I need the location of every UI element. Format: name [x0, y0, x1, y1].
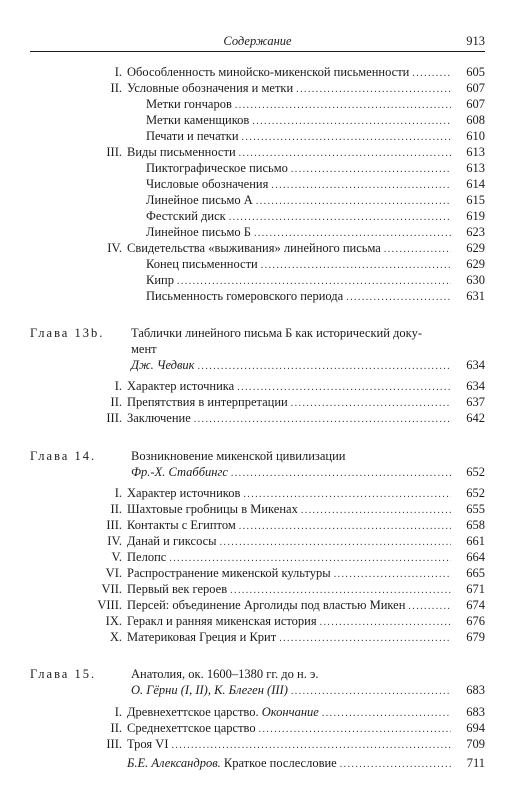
- entry-number: II.: [110, 81, 122, 95]
- chapter-heading: [0, 666, 515, 682]
- entry-text: Метки каменщиков: [146, 113, 250, 127]
- chapter-author: Фр.-Х. Стаббингс: [131, 465, 228, 479]
- chapter-heading: [0, 325, 515, 341]
- leader-dots: [172, 738, 452, 754]
- leader-dots: [346, 290, 451, 306]
- entry-number: III.: [106, 145, 122, 159]
- chapter-author-line: [0, 464, 515, 480]
- entry-number: III.: [106, 518, 122, 532]
- entry-page: 605: [466, 65, 485, 79]
- entry-page: 683: [466, 705, 485, 719]
- entry-number: VI.: [105, 566, 122, 580]
- entry-text: Распространение микенской культуры: [127, 566, 331, 580]
- toc-entry: [0, 394, 515, 410]
- entry-text: Письменность гомеровского периода: [146, 289, 344, 303]
- entry-page: 634: [466, 358, 485, 372]
- entry-number: VII.: [101, 582, 122, 596]
- entry-page: 683: [466, 683, 485, 697]
- entry-page: 658: [466, 518, 485, 532]
- entry-number: IV.: [107, 241, 122, 255]
- toc-entry: [0, 720, 515, 736]
- entry-text: [127, 704, 319, 720]
- entry-text: Метки гончаров: [146, 97, 232, 111]
- toc-entry: [0, 755, 515, 771]
- leader-dots: [198, 359, 451, 375]
- entry-page: 671: [466, 582, 485, 596]
- entry-text: Условные обозначения и метки: [127, 81, 294, 95]
- toc-subentry: [0, 192, 515, 208]
- entry-page: 619: [466, 209, 485, 223]
- entry-text: Шахтовые гробницы в Микенах: [127, 502, 298, 516]
- entry-number: VIII.: [97, 598, 122, 612]
- entry-page: 614: [466, 177, 485, 191]
- entry-text-main: Древнехеттское царство.: [127, 705, 259, 719]
- entry-text: Геракл и ранняя микенская история: [127, 614, 317, 628]
- entry-text: Персей: объединение Арголиды под властью Микен: [127, 598, 406, 612]
- chapter-label: Глава 14.: [30, 449, 97, 463]
- entry-text: Фестский диск: [146, 209, 226, 223]
- leader-dots: [231, 466, 451, 482]
- entry-text: Среднехеттское царство: [127, 721, 256, 735]
- toc-entry: [0, 533, 515, 549]
- leader-dots: [194, 412, 451, 428]
- entry-page: 642: [466, 411, 485, 425]
- entry-text: Виды письменности: [127, 145, 236, 159]
- toc-entry: [0, 64, 515, 80]
- toc-subentry: [0, 96, 515, 112]
- chapter-heading: [0, 448, 515, 464]
- toc-entry: [0, 240, 515, 256]
- entry-number: IX.: [105, 614, 122, 628]
- entry-author-italic: Б.Е. Александров.: [127, 756, 221, 770]
- entry-page: 637: [466, 395, 485, 409]
- entry-text: Троя VI: [127, 737, 169, 751]
- entry-page: 664: [466, 550, 485, 564]
- entry-text: Данай и гиксосы: [127, 534, 217, 548]
- entry-text: Конец письменности: [146, 257, 258, 271]
- entry-number: I.: [114, 379, 122, 393]
- entry-text: Кипр: [146, 273, 174, 287]
- entry-page: 652: [466, 465, 485, 479]
- entry-page: 630: [466, 273, 485, 287]
- entry-text: Первый век героев: [127, 582, 228, 596]
- toc-subentry: [0, 272, 515, 288]
- chapter-label: Глава 15.: [30, 667, 97, 681]
- toc-subentry: [0, 128, 515, 144]
- entry-page: 674: [466, 598, 485, 612]
- toc-entry: [0, 485, 515, 501]
- entry-number: X.: [109, 630, 122, 644]
- toc-subentry: [0, 208, 515, 224]
- entry-text: Свидетельства «выживания» линейного письма: [127, 241, 381, 255]
- toc-entry: [0, 565, 515, 581]
- entry-page: 629: [466, 257, 485, 271]
- toc-entry: [0, 410, 515, 426]
- entry-page: 613: [466, 145, 485, 159]
- toc-entry: [0, 378, 515, 394]
- entry-page: 610: [466, 129, 485, 143]
- entry-page: 631: [466, 289, 485, 303]
- running-header-title: Содержание: [223, 34, 292, 48]
- toc-entry: [0, 517, 515, 533]
- toc-entry: [0, 80, 515, 96]
- entry-page: 607: [466, 81, 485, 95]
- entry-text: Числовые обозначения: [146, 177, 269, 191]
- toc-subentry: [0, 288, 515, 304]
- toc-subentry: [0, 112, 515, 128]
- entry-number: III.: [106, 737, 122, 751]
- chapter-title: Возникновение микенской цивилизации: [131, 449, 346, 463]
- chapter-author: Дж. Чедвик: [131, 358, 195, 372]
- chapter-author: О. Гёрни (I, II), К. Блеген (III): [131, 683, 288, 697]
- chapter-author-line: [0, 682, 515, 698]
- toc-entry: [0, 144, 515, 160]
- entry-page: 652: [466, 486, 485, 500]
- leader-dots: [340, 757, 451, 773]
- header-rule: [30, 51, 485, 52]
- toc-entry: [0, 629, 515, 645]
- toc-entry: [0, 549, 515, 565]
- entry-page: 676: [466, 614, 485, 628]
- chapter-title: Анатолия, ок. 1600–1380 гг. до н. э.: [131, 667, 319, 681]
- toc-entry: [0, 597, 515, 613]
- entry-number: I.: [114, 65, 122, 79]
- entry-text: Заключение: [127, 411, 191, 425]
- leader-dots: [291, 684, 451, 700]
- entry-page: 665: [466, 566, 485, 580]
- toc-entry: [0, 613, 515, 629]
- entry-text: Материковая Греция и Крит: [127, 630, 277, 644]
- entry-text: Линейное письмо А: [146, 193, 253, 207]
- toc-entry: [0, 736, 515, 752]
- entry-text: Пиктографическое письмо: [146, 161, 288, 175]
- entry-page: 694: [466, 721, 485, 735]
- entry-page: 629: [466, 241, 485, 255]
- entry-page: 679: [466, 630, 485, 644]
- entry-number: III.: [106, 411, 122, 425]
- entry-page: 623: [466, 225, 485, 239]
- entry-text-italic: Окончание: [261, 705, 319, 719]
- leader-dots: [279, 631, 451, 647]
- entry-text: Обособленность минойско-микенской письменности: [127, 65, 410, 79]
- entry-number: I.: [114, 705, 122, 719]
- chapter-heading-cont: [0, 341, 515, 357]
- chapter-title: Таблички линейного письма Б как исторический доку-: [131, 326, 422, 340]
- entry-page: 711: [466, 756, 485, 770]
- entry-text: Контакты с Египтом: [127, 518, 236, 532]
- toc-entry: [0, 501, 515, 517]
- entry-page: 709: [466, 737, 485, 751]
- entry-number: II.: [110, 721, 122, 735]
- entry-text: Характер источника: [127, 379, 235, 393]
- entry-text-main: Краткое послесловие: [223, 756, 337, 770]
- toc-entry: [0, 581, 515, 597]
- entry-number: V.: [111, 550, 122, 564]
- entry-page: 661: [466, 534, 485, 548]
- entry-page: 655: [466, 502, 485, 516]
- entry-text: Пелопс: [127, 550, 167, 564]
- entry-page: 608: [466, 113, 485, 127]
- entry-page: 613: [466, 161, 485, 175]
- entry-text: Печати и печатки: [146, 129, 239, 143]
- toc-subentry: [0, 256, 515, 272]
- entry-number: I.: [114, 486, 122, 500]
- entry-number: II.: [110, 395, 122, 409]
- entry-text: Характер источников: [127, 486, 241, 500]
- entry-number: IV.: [107, 534, 122, 548]
- entry-number: II.: [110, 502, 122, 516]
- toc-subentry: [0, 176, 515, 192]
- entry-page: 615: [466, 193, 485, 207]
- entry-page: 634: [466, 379, 485, 393]
- chapter-author-line: [0, 357, 515, 373]
- chapter-title-continued: мент: [131, 342, 157, 356]
- running-header-page-number: 913: [466, 34, 485, 48]
- entry-text: Препятствия в интерпретации: [127, 395, 288, 409]
- entry-text: Линейное письмо Б: [146, 225, 251, 239]
- chapter-label: Глава 13b.: [30, 326, 105, 340]
- toc-entry: [0, 704, 515, 720]
- entry-text: [127, 755, 337, 771]
- toc-subentry: [0, 224, 515, 240]
- toc-subentry: [0, 160, 515, 176]
- entry-page: 607: [466, 97, 485, 111]
